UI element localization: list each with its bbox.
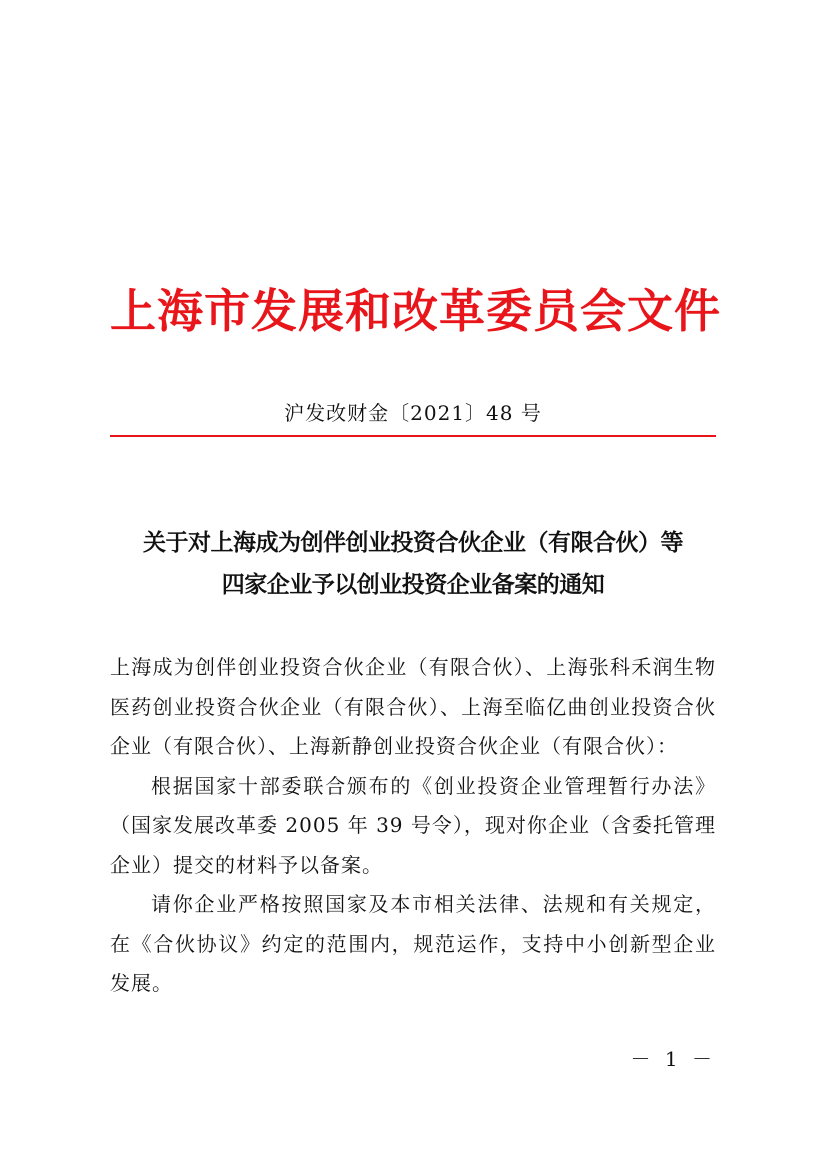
title-line-2: 四家企业予以创业投资企业备案的通知	[221, 572, 605, 598]
document-body	[110, 648, 716, 1004]
issuer-masthead: 上海市发展和改革委员会文件	[110, 284, 721, 338]
body-paragraph-1: 根据国家十部委联合颁布的《创业投资企业管理暂行办法》（国家发展改革委 2005 年 39 号令），现对你企业（含委托管理企业）提交的材料予以备案。	[110, 773, 716, 877]
document-title	[100, 522, 726, 606]
red-separator-line	[110, 435, 716, 437]
title-line-1: 关于对上海成为创伴创业投资合伙企业（有限合伙）等	[143, 530, 683, 556]
addressee-paragraph: 上海成为创伴创业投资合伙企业（有限合伙）、上海张科禾润生物医药创业投资合伙企业（有限合伙）、上海至临亿曲创业投资合伙企业（有限合伙）、上海新静创业投资合伙企业（有限合伙）：	[110, 655, 716, 758]
document-number: 沪发改财金〔2021〕48 号	[284, 401, 542, 425]
page-number: － 1 －	[630, 1047, 716, 1071]
body-paragraph-2: 请你企业严格按照国家及本市相关法律、法规和有关规定，在《合伙协议》约定的范围内，规范运作，支持中小创新型企业发展。	[110, 892, 716, 995]
